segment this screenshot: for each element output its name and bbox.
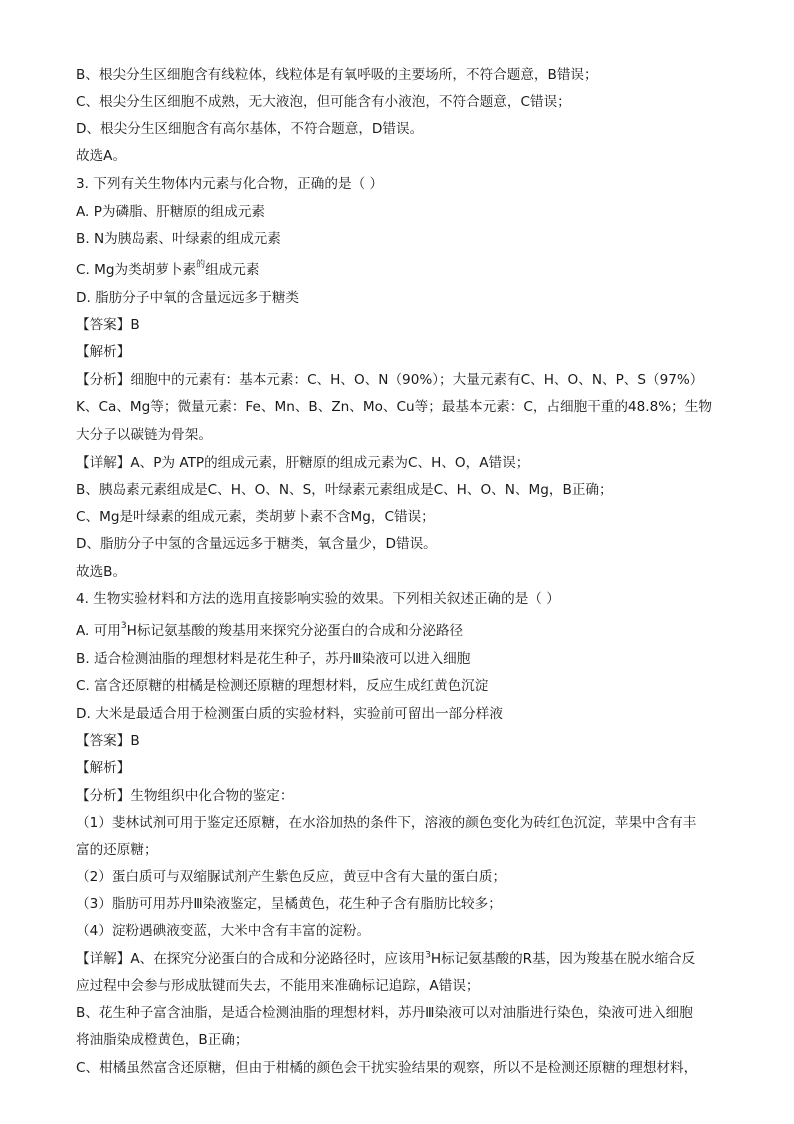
question-3-option-d: D. 脂肪分子中氧的含量远远多于糖类 [76, 290, 300, 306]
text-line: B、根尖分生区细胞含有线粒体，线粒体是有氧呼吸的主要场所，不符合题意，B错误； [76, 67, 598, 83]
question-3-option-c [76, 257, 259, 283]
text-line: 富的还原糖； [76, 842, 158, 858]
text-line: （2）蛋白质可与双缩脲试剂产生紫色反应，黄豆中含有大量的蛋白质； [76, 869, 507, 885]
question-4-stem: 4. 生物实验材料和方法的选用直接影响实验的效果。下列相关叙述正确的是（ ） [76, 591, 560, 607]
isotope-mass-number: 3 [425, 950, 431, 961]
option-c-sup-de: 的 [196, 260, 206, 270]
text-line: D、根尖分生区细胞含有高尔基体，不符合题意，D错误。 [76, 121, 424, 137]
question-4-option-a [76, 618, 463, 644]
text-line: 【分析】生物组织中化合物的鉴定： [76, 788, 294, 804]
text-line: B、花生种子富含油脂，是适合检测油脂的理想材料，苏丹Ⅲ染液可以对油脂进行染色，染液可进入细胞 [76, 1005, 693, 1021]
question-4-option-d: D. 大米是最适合用于检测蛋白质的实验材料，实验前可留出一部分样液 [76, 706, 503, 722]
text-line: （3）脂肪可用苏丹Ⅲ染液鉴定，呈橘黄色，花生种子含有脂肪比较多； [76, 896, 502, 912]
text-line: 大分子以碳链为骨架。 [76, 427, 212, 443]
text-line: 故选A。 [76, 148, 127, 164]
isotope-mass-number: 3 [120, 621, 127, 631]
text-line: 故选B。 [76, 564, 127, 580]
text-line: （1）斐林试剂可用于鉴定还原糖，在水浴加热的条件下，溶液的颜色变化为砖红色沉淀，苹果中含有丰 [76, 815, 697, 831]
analysis-label: 【解析】 [76, 344, 131, 360]
option-a-text-end: 标记氨基酸的羧基用来探究分泌蛋白的合成和分泌路径 [136, 623, 464, 639]
detail-text-start: 【详解】A、在探究分泌蛋白的合成和分泌路径时，应该用 [76, 951, 426, 967]
text-line: K、Ca、Mg等；微量元素：Fe、Mn、B、Zn、Mo、Cu等；最基本元素：C，占细胞干重的48.8%；生物 [76, 399, 712, 415]
text-line: 将油脂染成橙黄色，B正确； [76, 1032, 249, 1048]
text-line: C、Mg是叶绿素的组成元素，类胡萝卜素不含Mg，C错误； [76, 509, 435, 525]
question-3-stem: 3. 下列有关生物体内元素与化合物，正确的是（ ） [76, 176, 384, 192]
analysis-label: 【解析】 [76, 760, 131, 776]
answer-label: 【答案】B [76, 317, 140, 333]
text-line: B、胰岛素元素组成是C、H、O、N、S，叶绿素元素组成是C、H、O、N、Mg，B正确； [76, 482, 613, 498]
text-line: D、脂肪分子中氢的含量远远多于糖类，氧含量少，D错误。 [76, 536, 437, 552]
text-line: C、柑橘虽然富含还原糖，但由于柑橘的颜色会干扰实验结果的观察，所以不是检测还原糖的理想材料， [76, 1060, 698, 1076]
option-c-text-end: 组成元素 [205, 262, 260, 278]
answer-label: 【答案】B [76, 733, 140, 749]
text-line: C、根尖分生区细胞不成熟，无大液泡，但可能含有小液泡，不符合题意，C错误； [76, 94, 571, 110]
question-3-option-a: A. P为磷脂、肝糖原的组成元素 [76, 204, 266, 220]
option-c-text-start: C. Mg为类胡萝卜素 [76, 262, 197, 278]
question-4-option-b: B. 适合检测油脂的理想材料是花生种子，苏丹Ⅲ染液可以进入细胞 [76, 651, 471, 667]
text-line: 应过程中会参与形成肽键而失去，不能用来准确标记追踪，A错误； [76, 978, 480, 994]
option-a-text-start: A. 可用 [76, 623, 121, 639]
text-line [76, 946, 695, 972]
question-4-option-c: C. 富含还原糖的柑橘是检测还原糖的理想材料，反应生成红黄色沉淀 [76, 678, 489, 694]
text-line: （4）淀粉遇碘液变蓝，大米中含有丰富的淀粉。 [76, 923, 371, 939]
question-3-option-b: B. N为胰岛素、叶绿素的组成元素 [76, 231, 281, 247]
text-line: 【分析】细胞中的元素有：基本元素：C、H、O、N（90%）；大量元素有C、H、O、N、P、S（97%） [76, 372, 704, 388]
detail-text-end: H标记氨基酸的R基，因为羧基在脱水缩合反 [430, 951, 696, 967]
text-line: 【详解】A、P为 ATP的组成元素，肝糖原的组成元素为C、H、O，A错误； [76, 455, 530, 471]
isotope-letter: H [126, 623, 137, 639]
